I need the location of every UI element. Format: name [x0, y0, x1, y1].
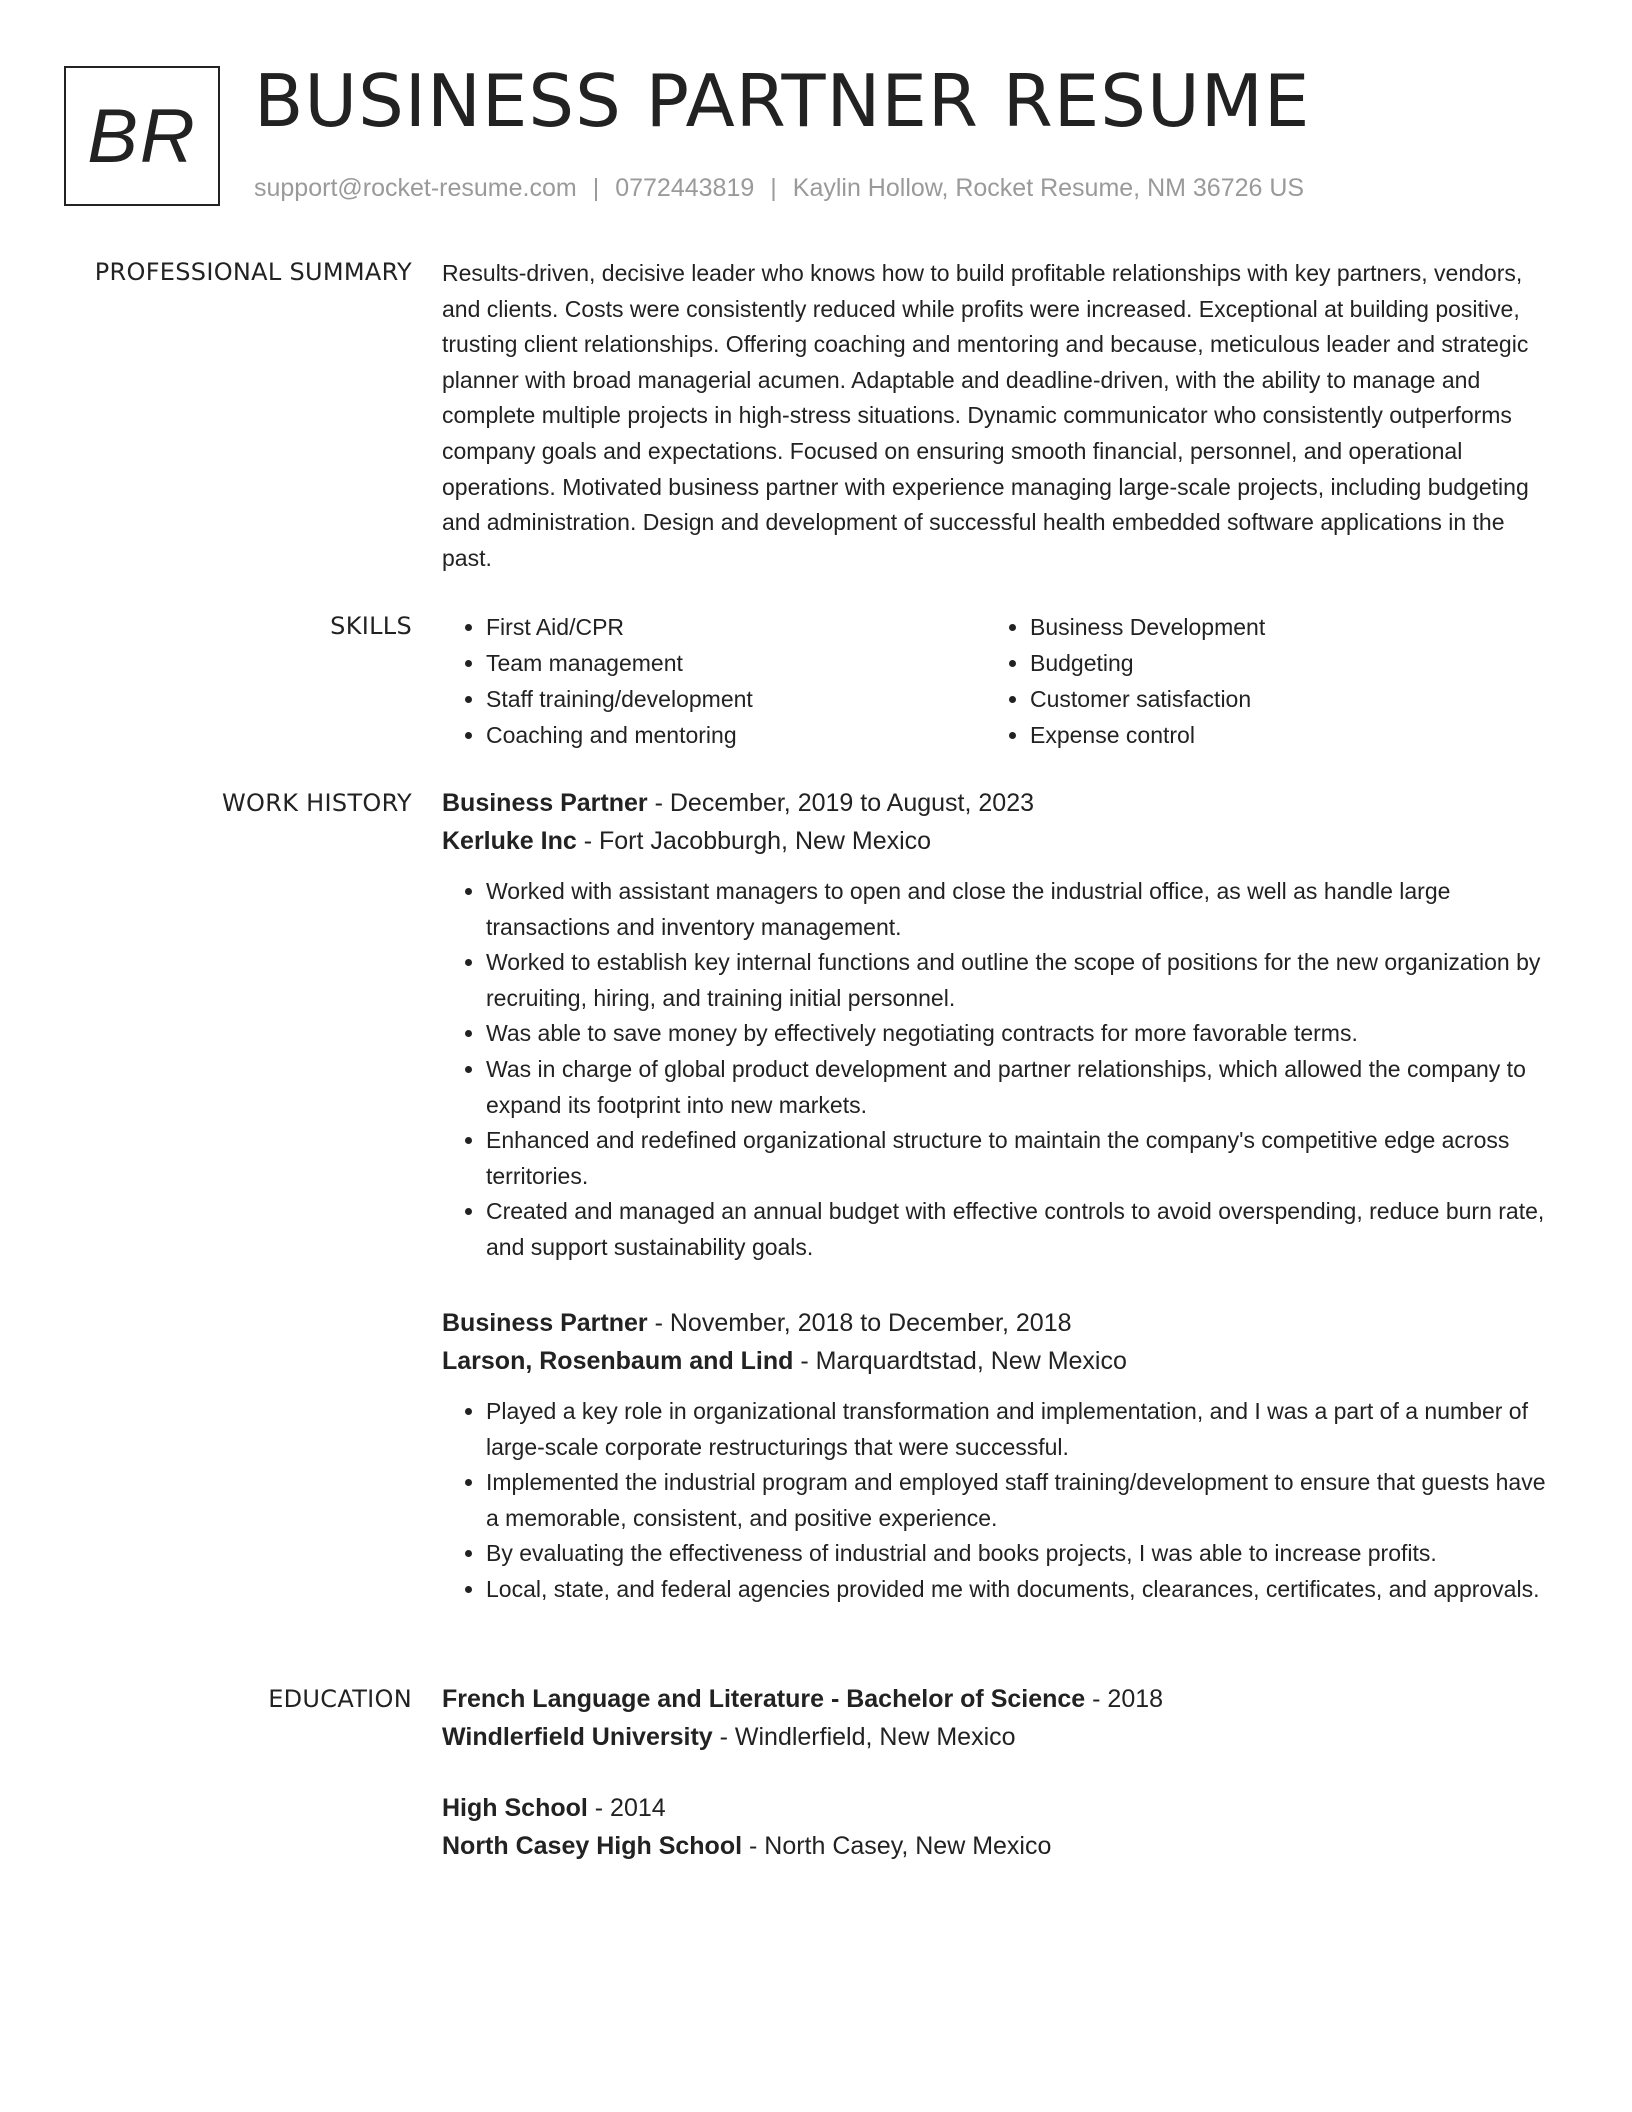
job-entry	[442, 1304, 1554, 1608]
contact-separator: |	[770, 174, 777, 202]
job-bullet: • Enhanced and redefined organizational structure to maintain the company's competitive edge across territories.	[486, 1123, 1554, 1194]
job-title: Business Partner	[442, 789, 648, 817]
job-title-line	[442, 1304, 1554, 1342]
contact-address: Kaylin Hollow, Rocket Resume, NM 36726 US	[792, 174, 1305, 202]
job-location: - Marquardtstad, New Mexico	[800, 1347, 1127, 1375]
job-bullets	[442, 874, 1554, 1266]
education-school-line	[442, 1827, 1554, 1865]
skill-item: • Customer satisfaction	[1030, 681, 1530, 717]
skill-item: • First Aid/CPR	[486, 609, 986, 645]
section-label-summary: PROFESSIONAL SUMMARY	[94, 258, 412, 286]
job-entry	[442, 784, 1554, 1266]
skill-item: • Team management	[486, 645, 986, 681]
education-location: - Windlerfield, New Mexico	[719, 1723, 1016, 1751]
job-bullet: • Played a key role in organizational transformation and implementation, and I was a part of a number of large-scale corporate restructurings that were successful.	[486, 1394, 1554, 1465]
monogram-badge	[64, 66, 220, 206]
skills-list-right	[986, 609, 1530, 753]
job-title-line	[442, 784, 1554, 822]
education-degree-line	[442, 1680, 1554, 1718]
education-degree: French Language and Literature - Bachelor of Science	[442, 1685, 1086, 1713]
skills-block	[442, 609, 1554, 759]
job-company-line	[442, 822, 1554, 860]
job-bullet: • By evaluating the effectiveness of industrial and books projects, I was able to increase profits.	[486, 1536, 1554, 1572]
job-bullet: • Worked to establish key internal functions and outline the scope of positions for the new organization by recruiting, hiring, and training initial personnel.	[486, 945, 1554, 1016]
contact-phone[interactable]: 0772443819	[615, 174, 755, 202]
education-school: North Casey High School	[442, 1832, 743, 1860]
skills-list-left	[442, 609, 986, 753]
job-dates: - December, 2019 to August, 2023	[654, 789, 1035, 817]
job-location: - Fort Jacobburgh, New Mexico	[583, 827, 932, 855]
education-location: - North Casey, New Mexico	[749, 1832, 1052, 1860]
contact-line	[254, 172, 1304, 204]
section-label-education: EDUCATION	[268, 1685, 412, 1713]
job-company: Larson, Rosenbaum and Lind	[442, 1347, 794, 1375]
skill-item: • Coaching and mentoring	[486, 717, 986, 753]
education-year: - 2014	[594, 1794, 666, 1822]
monogram-text: BR	[87, 93, 197, 179]
education-year: - 2018	[1092, 1685, 1164, 1713]
education-degree-line	[442, 1789, 1554, 1827]
contact-email[interactable]: support@rocket-resume.com	[254, 174, 577, 202]
summary-text: Results-driven, decisive leader who knows how to build profitable relationships with key partners, vendors, and clients. Costs were consistently reduced while profits were increased. Exceptional at building positive, trusting client relationships. Offering coaching and mentoring and because, meticulous leader and strategic planner with broad managerial acumen. Adaptable and deadline-driven, with the ability to manage and complete multiple projects in high-stress situations. Dynamic communicator who consistently outperforms company goals and expectations. Focused on ensuring smooth financial, personnel, and operational operations. Motivated business partner with experience managing large-scale projects, including budgeting and administration. Design and development of successful health embedded software applications in the past.	[442, 260, 1529, 571]
resume-title: BUSINESS PARTNER RESUME	[254, 59, 1311, 143]
job-bullets	[442, 1394, 1554, 1608]
skill-item: • Budgeting	[1030, 645, 1530, 681]
skill-item: • Expense control	[1030, 717, 1530, 753]
education-degree: High School	[442, 1794, 588, 1822]
job-title: Business Partner	[442, 1309, 648, 1337]
job-company-line	[442, 1342, 1554, 1380]
contact-separator: |	[592, 174, 600, 202]
job-bullet: • Local, state, and federal agencies provided me with documents, clearances, certificates, and approvals.	[486, 1572, 1554, 1608]
job-bullet: • Was able to save money by effectively negotiating contracts for more favorable terms.	[486, 1016, 1554, 1052]
skill-item: • Staff training/development	[486, 681, 986, 717]
section-label-work: WORK HISTORY	[222, 789, 412, 817]
job-bullet: • Implemented the industrial program and employed staff training/development to ensure that guests have a memorable, consistent, and positive experience.	[486, 1465, 1554, 1536]
education-entry	[442, 1789, 1554, 1865]
job-company: Kerluke Inc	[442, 827, 577, 855]
section-label-skills: SKILLS	[330, 612, 412, 640]
job-bullet: • Created and managed an annual budget with effective controls to avoid overspending, reduce burn rate, and support sustainability goals.	[486, 1194, 1554, 1265]
education-entry	[442, 1680, 1554, 1756]
job-bullet: • Was in charge of global product development and partner relationships, which allowed the company to expand its footprint into new markets.	[486, 1052, 1554, 1123]
education-school-line	[442, 1718, 1554, 1756]
skill-item: • Business Development	[1030, 609, 1530, 645]
education-school: Windlerfield University	[442, 1723, 713, 1751]
job-dates: - November, 2018 to December, 2018	[654, 1309, 1072, 1337]
job-bullet: • Worked with assistant managers to open and close the industrial office, as well as handle large transactions and inventory management.	[486, 874, 1554, 945]
